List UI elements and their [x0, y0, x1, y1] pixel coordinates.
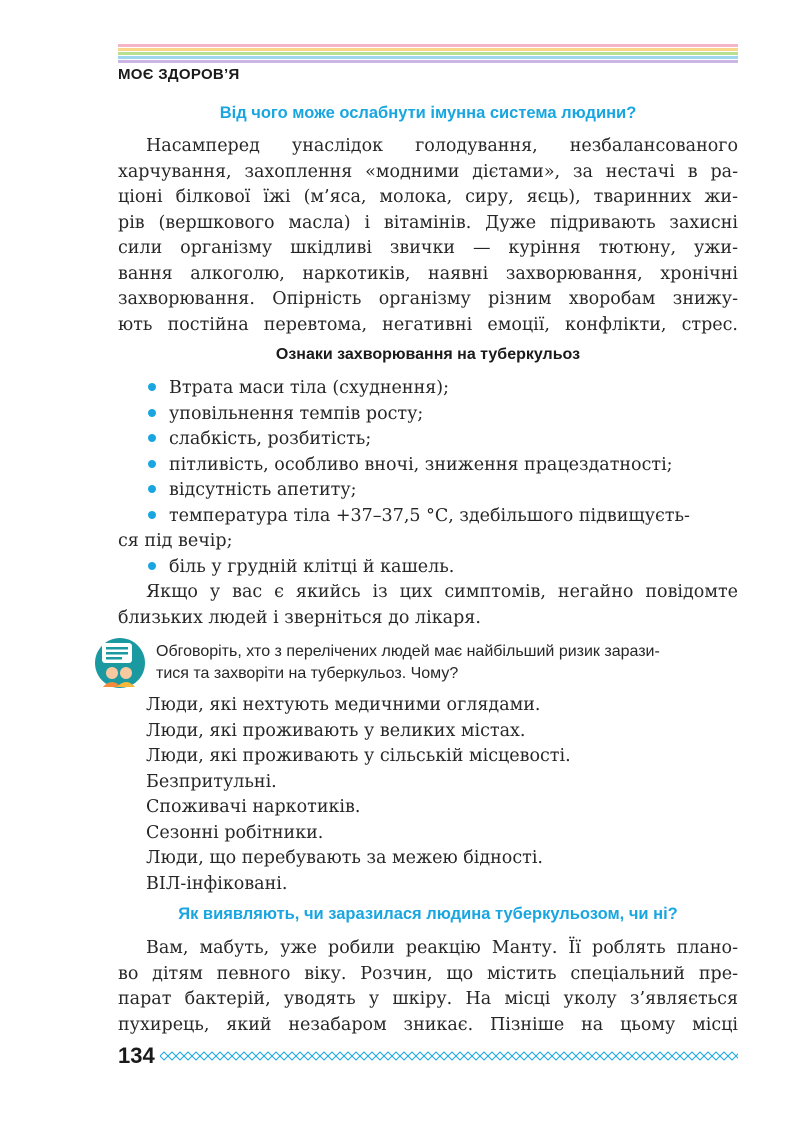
bullet-icon [148, 434, 156, 442]
list-item: слабкість, розбитість; [118, 427, 738, 453]
list-item: Люди, які проживають у великих містах. [146, 720, 526, 741]
header-stripes [118, 44, 738, 64]
list-item: Безпритульні. [146, 771, 277, 792]
list-item: Люди, що перебувають за межею бідності. [146, 848, 543, 868]
text-line: близьких людей і зверніться до лікаря. [118, 607, 481, 628]
text-line: пухирець, який незабаром зникає. Пізніше на цьому місці [118, 1014, 738, 1035]
list-item: температура тіла +37–37,5 °С, здебільшого підвищуєть- [118, 504, 738, 530]
list-item: уповільнення темпів росту; [118, 402, 738, 428]
bullet-icon [148, 460, 156, 468]
section-label: МОЄ ЗДОРОВ’Я [118, 66, 240, 83]
bullet-icon [148, 485, 156, 493]
discussion-prompt [156, 641, 746, 685]
footer-diamond-pattern [160, 1050, 738, 1062]
list-item: Сезонні робітники. [146, 822, 324, 843]
text-line: Вам, мабуть, уже робили реакцію Манту. Її роблять плано- [146, 938, 738, 958]
text-line: рів (вершкового масла) і вітамінів. Дуже підривають захисні [118, 212, 738, 233]
text-line: тися та захворіти на туберкульоз. Чому? [156, 665, 459, 682]
paragraph-immune [118, 134, 738, 338]
list-item: пітливість, особливо вночі, зниження працездатності; [118, 453, 738, 479]
bullet-icon [148, 383, 156, 391]
text-line: сили організму шкідливі звички — куріння тютюну, ужи- [118, 238, 738, 258]
section-heading-detection: Як виявляють, чи заразилася людина туберкульозом, чи ні? [178, 905, 678, 923]
text-line: вання алкоголю, наркотиків, наявні захворювання, хронічні [118, 263, 738, 284]
list-item: ВІЛ-інфіковані. [146, 873, 288, 894]
risk-groups-list [146, 693, 571, 897]
list-item: відсутність апетиту; [118, 478, 738, 504]
paragraph-advice [118, 580, 738, 631]
text-line: во дітям певного віку. Розчин, що містить спеціальний пре- [118, 963, 738, 984]
text-line: ють постійна перевтома, негативні емоції, конфлікти, стрес. [118, 314, 738, 335]
text-line: Насамперед унаслідок голодування, незбалансованого [146, 136, 738, 156]
text-line: захворювання. Опірність організму різним хворобам знижу- [118, 289, 738, 309]
list-item: Втрата маси тіла (схуднення); [118, 376, 738, 402]
bullet-icon [148, 409, 156, 417]
symptoms-heading: Ознаки захворювання на туберкульоз [275, 346, 581, 363]
list-item: Люди, які проживають у сільській місцевості. [146, 746, 571, 766]
text-line: Обговоріть, хто з перелічених людей має найбільший ризик зарази- [156, 643, 660, 660]
list-item: Люди, які нехтують медичними оглядами. [146, 695, 541, 715]
bullet-icon [148, 562, 156, 570]
text-line: Якщо у вас є якийсь із цих симптомів, негайно повідомте [146, 582, 738, 602]
paragraph-detection [118, 936, 738, 1038]
page-number: 134 [118, 1043, 155, 1068]
list-item: Споживачі наркотиків. [146, 797, 361, 817]
bullet-icon [148, 511, 156, 519]
text-line: харчування, захоплення «модними дієтами», за нестачі в ра- [118, 161, 738, 182]
section-heading-immune: Від чого може ослабнути імунна система людини? [219, 104, 637, 122]
text-line: парат бактерій, уводять у шкіру. На місці уколу з’являється [118, 989, 738, 1009]
text-line: ціоні білкової їжі (м’яса, молока, сиру, яєць), тваринних жи- [118, 187, 738, 207]
symptoms-list [118, 376, 738, 580]
list-item: біль у грудній клітці й кашель. [118, 555, 738, 581]
list-item-continuation: ся під вечір; [118, 531, 233, 551]
discussion-icon [94, 637, 146, 689]
